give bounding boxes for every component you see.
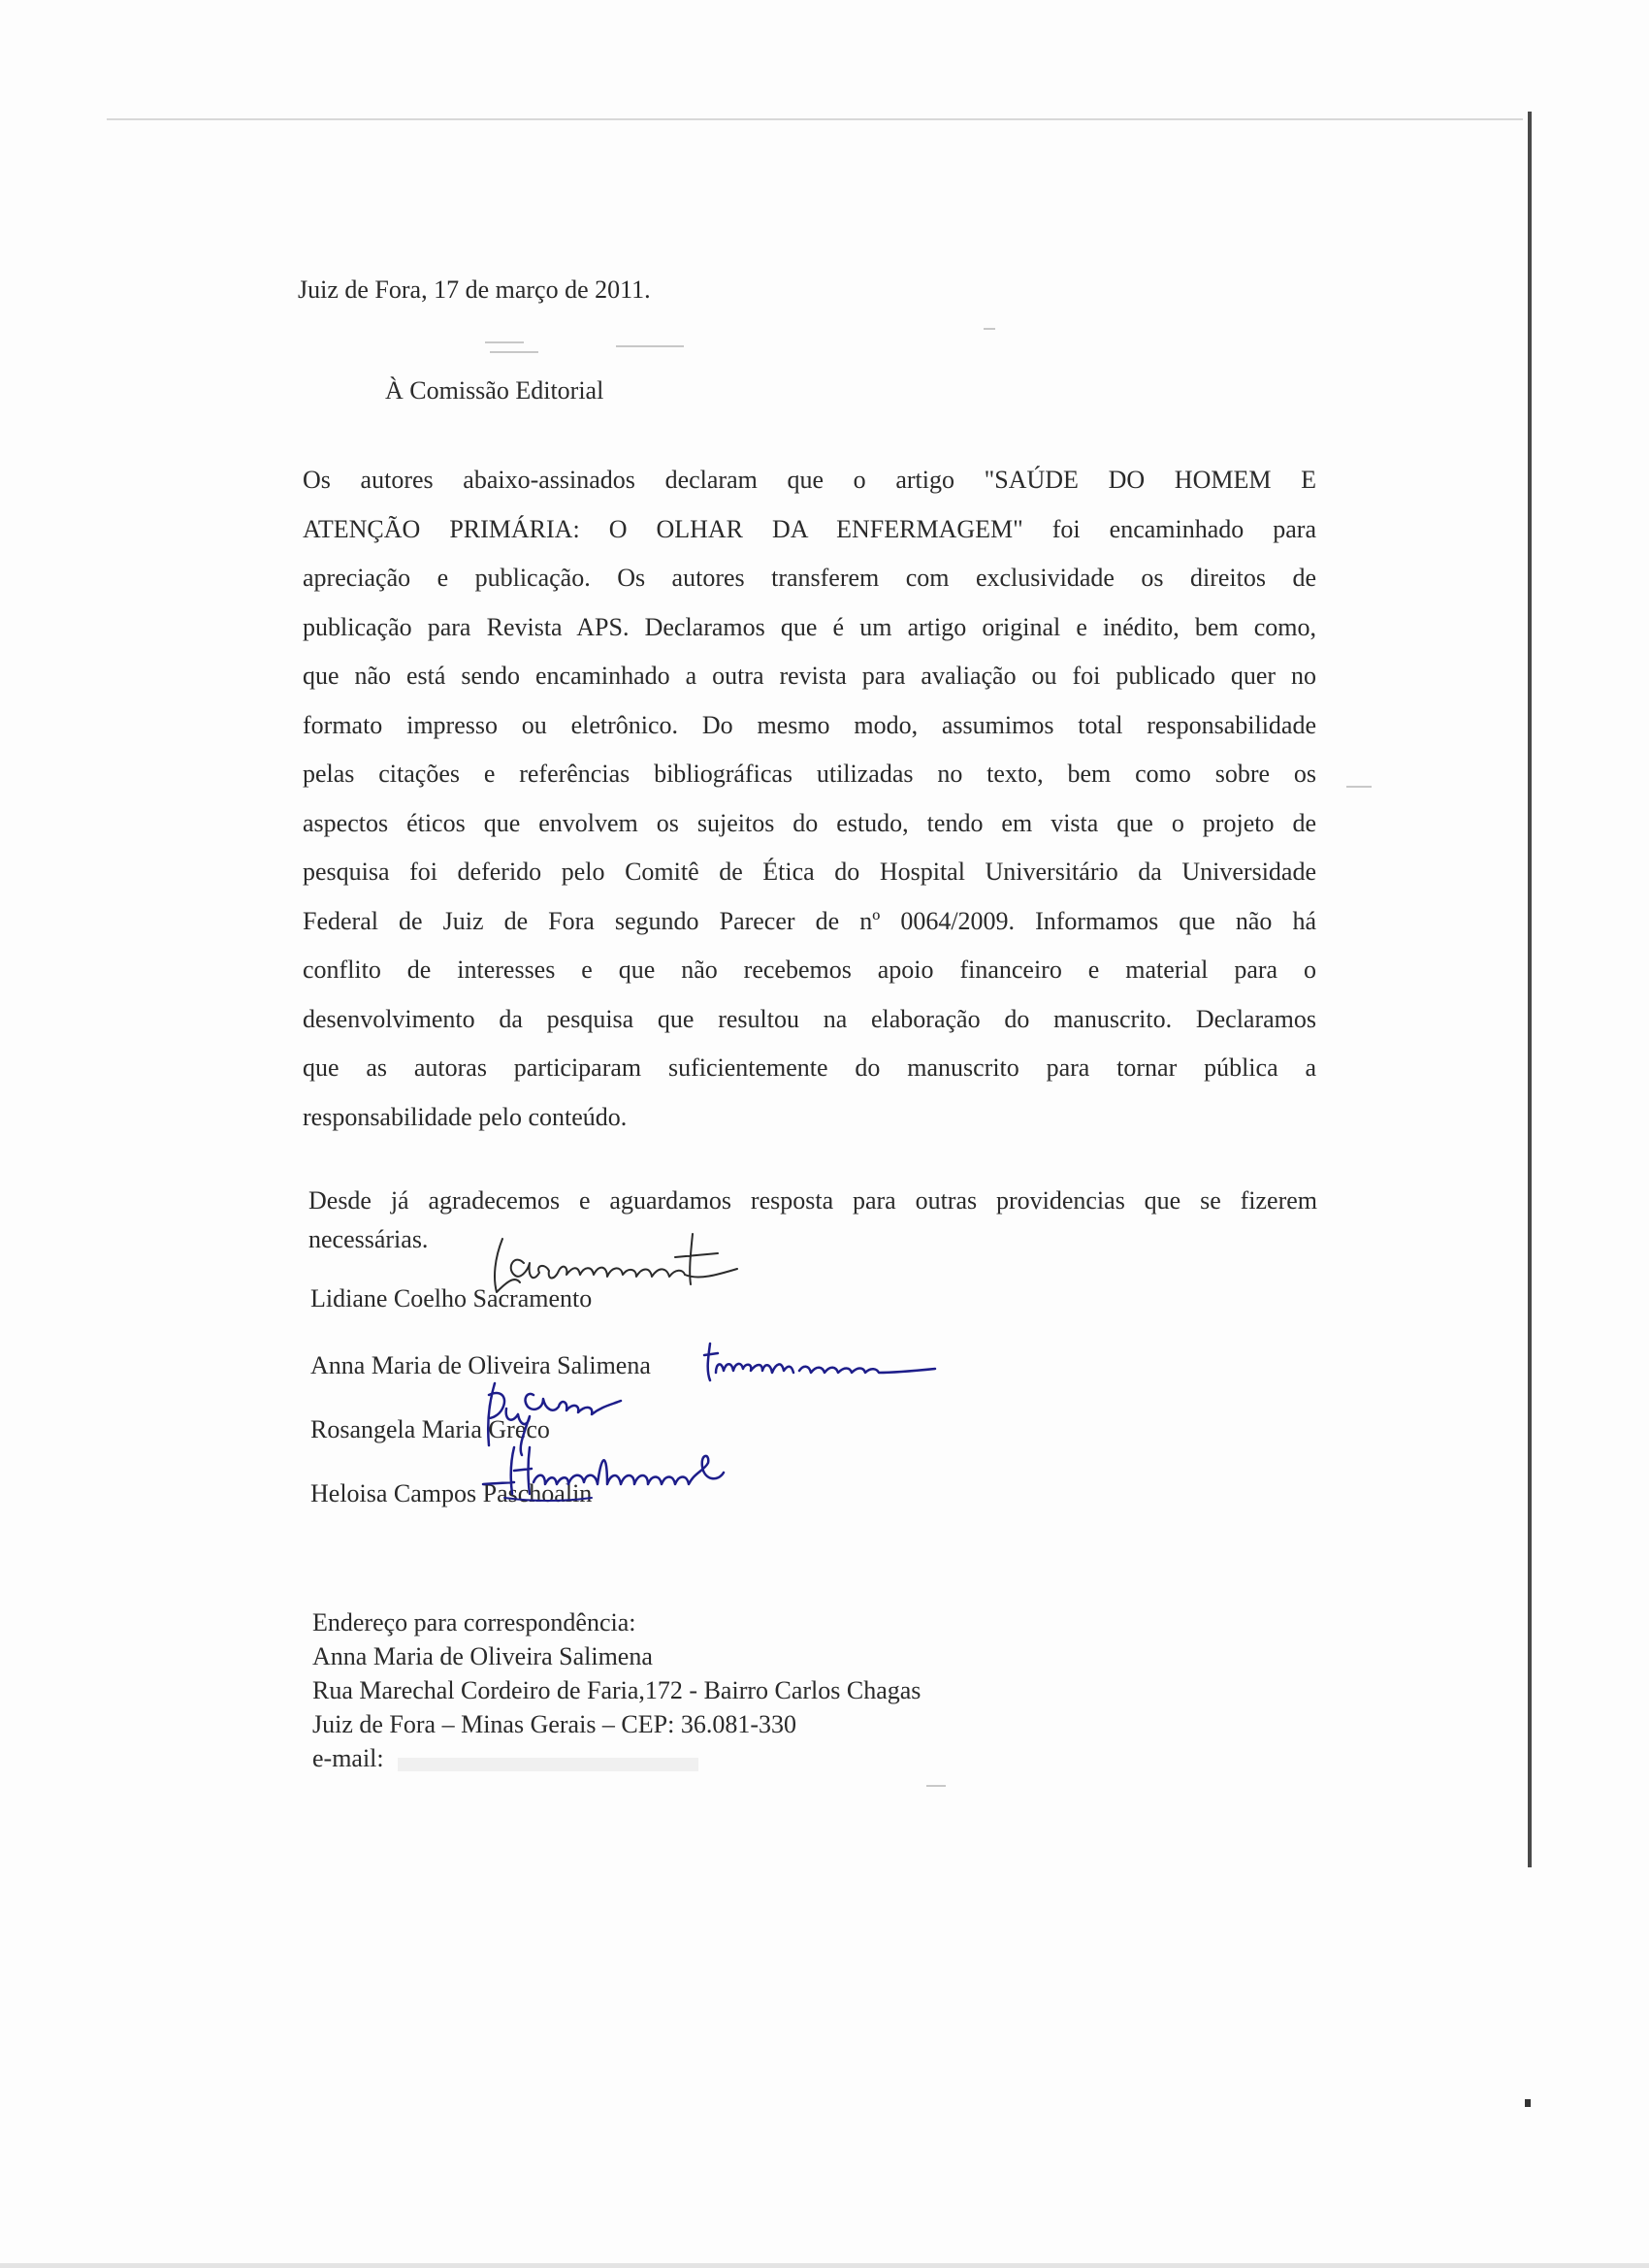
body-line: apreciação e publicação. Os autores transferem com exclusividade os direitos de — [303, 564, 1316, 592]
correspondence-address — [312, 1605, 921, 1775]
scan-top-edge — [107, 118, 1523, 120]
body-line: desenvolvimento da pesquisa que resultou na elaboração do manuscrito. Declaramos — [303, 1004, 1316, 1033]
smudge-mark — [984, 328, 995, 330]
closing-paragraph — [308, 1182, 1317, 1259]
body-line: Federal de Juiz de Fora segundo Parecer de nº 0064/2009. Informamos que não há — [303, 906, 1316, 935]
body-line: pesquisa foi deferido pelo Comitê de Ética do Hospital Universitário da Universidade — [303, 858, 1316, 886]
smudge-mark — [490, 351, 538, 353]
author-name: Anna Maria de Oliveira Salimena — [310, 1351, 651, 1379]
smudge-mark — [1346, 786, 1372, 788]
body-line: aspectos éticos que envolvem os sujeitos do estudo, tendo em vista que o projeto de — [303, 808, 1316, 837]
address-heading: Endereço para correspondência: — [312, 1608, 636, 1636]
body-line: formato impresso ou eletrônico. Do mesmo modo, assumimos total responsabilidade — [303, 710, 1316, 739]
smudge-mark — [926, 1785, 946, 1787]
smudge-mark — [616, 345, 684, 347]
scan-mark — [1525, 2099, 1531, 2107]
body-paragraph — [303, 456, 1316, 1142]
address-email-label: e-mail: — [312, 1744, 384, 1772]
author-name: Rosangela Maria Greco — [310, 1415, 550, 1443]
body-line: pelas citações e referências bibliográficas utilizadas no texto, bem como sobre os — [303, 760, 1316, 788]
address-street: Rua Marechal Cordeiro de Faria,172 - Bairro Carlos Chagas — [312, 1676, 922, 1704]
closing-line: Desde já agradecemos e aguardamos resposta para outras providencias que se fizerem — [308, 1186, 1317, 1215]
signature-sacramento — [485, 1224, 776, 1312]
body-line: conflito de interesses e que não recebemos apoio financeiro e material para o — [303, 956, 1316, 984]
closing-line: necessárias. — [308, 1225, 429, 1253]
body-line: responsabilidade pelo conteúdo. — [303, 1102, 628, 1131]
signature-salimena — [702, 1334, 945, 1392]
body-line: que não está sendo encaminhado a outra revista para avaliação ou foi publicado quer no — [303, 662, 1316, 690]
smudge-mark — [485, 341, 524, 343]
body-line: Os autores abaixo-assinados declaram que o artigo "SAÚDE DO HOMEM E — [303, 466, 1316, 494]
signature-paschoalin — [475, 1434, 747, 1511]
author-name: Lidiane Coelho Sacramento — [310, 1284, 593, 1312]
date-line: Juiz de Fora, 17 de março de 2011. — [298, 275, 651, 304]
author-name: Heloisa Campos Paschoalin — [310, 1479, 593, 1507]
address-city: Juiz de Fora – Minas Gerais – CEP: 36.081-330 — [312, 1710, 797, 1738]
scan-right-edge — [1528, 112, 1532, 1867]
body-line: que as autoras participaram suficientemente do manuscrito para tornar pública a — [303, 1053, 1316, 1082]
body-line: ATENÇÃO PRIMÁRIA: O OLHAR DA ENFERMAGEM" foi encaminhado para — [303, 514, 1316, 543]
body-line: publicação para Revista APS. Declaramos que é um artigo original e inédito, bem como, — [303, 612, 1316, 641]
scan-bottom-edge — [0, 2263, 1649, 2268]
address-name: Anna Maria de Oliveira Salimena — [312, 1642, 653, 1670]
recipient-line: À Comissão Editorial — [385, 376, 604, 405]
